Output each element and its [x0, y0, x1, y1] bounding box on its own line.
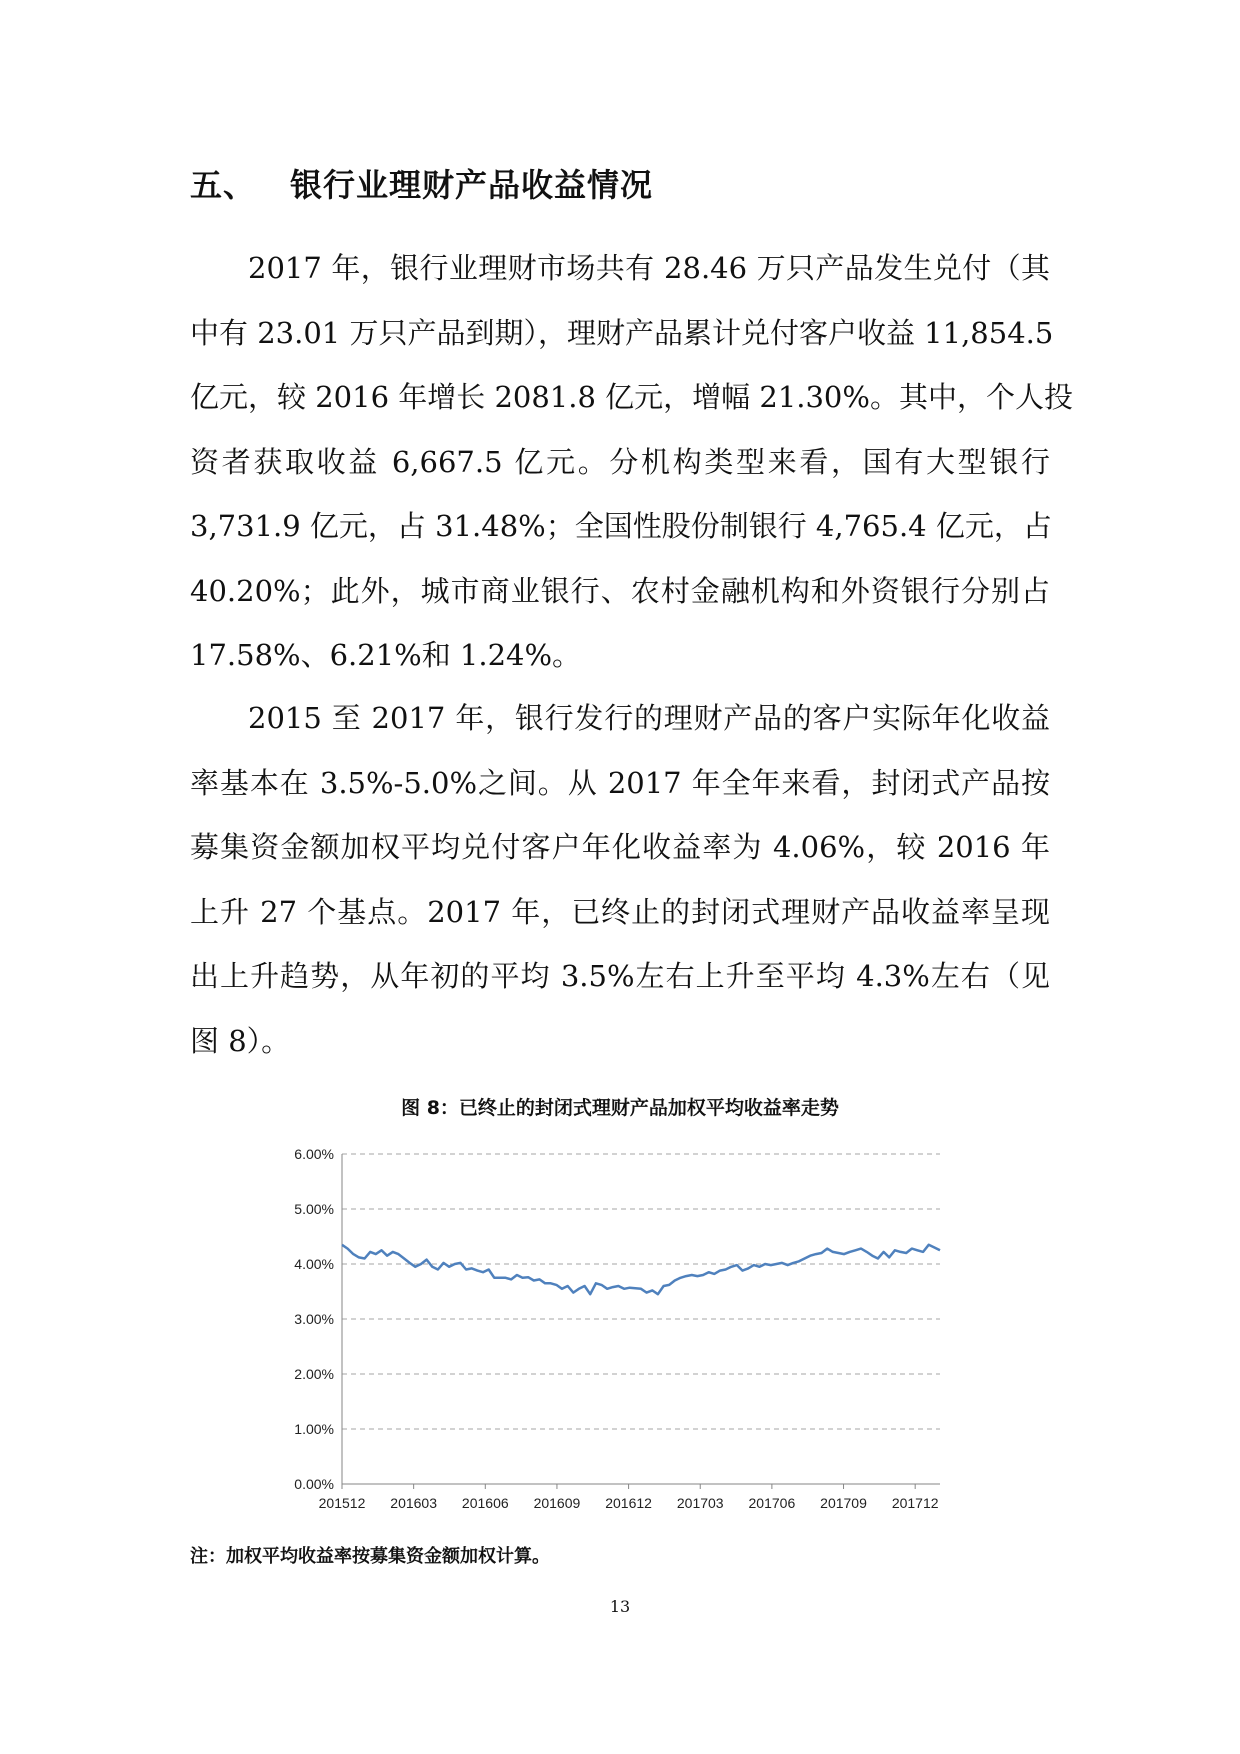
- page-number: 13: [609, 1597, 631, 1616]
- paragraph-line: 2015 至 2017 年，银行发行的理财产品的客户实际年化收益: [248, 701, 1050, 735]
- section-heading: [190, 160, 653, 206]
- x-tick-label: 201512: [318, 1495, 366, 1511]
- y-tick-label: 6.00%: [294, 1146, 334, 1162]
- x-tick-label: 201709: [820, 1495, 867, 1511]
- paragraph-line: 亿元，较 2016 年增长 2081.8 亿元，增幅 21.30%。其中，个人投: [190, 380, 1073, 414]
- x-tick-label: 201606: [461, 1495, 509, 1511]
- paragraph-line: 出上升趋势，从年初的平均 3.5%左右上升至平均 4.3%左右（见: [190, 959, 1050, 993]
- paragraph-line: 17.58%、6.21%和 1.24%。: [190, 638, 582, 672]
- x-tick-label: 201706: [748, 1495, 796, 1511]
- paragraph-yield-trend: [190, 686, 1050, 1073]
- paragraph-line: 中有 23.01 万只产品到期），理财产品累计兑付客户收益 11,854.5: [190, 315, 1054, 350]
- figure-title: 图 8：已终止的封闭式理财产品加权平均收益率走势: [401, 1097, 839, 1119]
- y-tick-label: 5.00%: [294, 1201, 334, 1217]
- x-tick-label: 201712: [891, 1495, 939, 1511]
- y-tick-label: 4.00%: [294, 1256, 334, 1272]
- paragraph-line: 40.20%；此外，城市商业银行、农村金融机构和外资银行分别占: [190, 573, 1050, 608]
- paragraph-line: 率基本在 3.5%-5.0%之间。从 2017 年全年来看，封闭式产品按: [190, 765, 1050, 800]
- x-tick-label: 201603: [390, 1495, 438, 1511]
- paragraph-line: 2017 年，银行业理财市场共有 28.46 万只产品发生兑付（其: [248, 251, 1050, 285]
- figure-note: 注：加权平均收益率按募集资金额加权计算。: [190, 1546, 550, 1567]
- paragraph-line: 3,731.9 亿元，占 31.48%；全国性股份制银行 4,765.4 亿元，占: [190, 509, 1052, 543]
- y-tick-label: 0.00%: [294, 1476, 334, 1492]
- y-tick-label: 2.00%: [294, 1366, 334, 1382]
- x-tick-label: 201703: [676, 1495, 724, 1511]
- y-tick-label: 3.00%: [294, 1311, 334, 1327]
- paragraph-line: 募集资金额加权平均兑付客户年化收益率为 4.06%，较 2016 年: [190, 830, 1050, 864]
- section-title: 银行业理财产品收益情况: [290, 166, 654, 204]
- y-tick-label: 1.00%: [294, 1421, 334, 1437]
- paragraph-returns-overview: [190, 236, 1073, 688]
- x-tick-label: 201609: [533, 1495, 581, 1511]
- yield-line-chart: [260, 1128, 960, 1518]
- section-number: 五、: [190, 166, 257, 204]
- paragraph-line: 上升 27 个基点。2017 年，已终止的封闭式理财产品收益率呈现: [190, 894, 1050, 929]
- series-line: [342, 1245, 940, 1294]
- paragraph-line: 图 8）。: [190, 1023, 291, 1058]
- x-tick-label: 201612: [605, 1495, 652, 1511]
- paragraph-line: 资者获取收益 6,667.5 亿元。分机构类型来看，国有大型银行: [190, 444, 1050, 479]
